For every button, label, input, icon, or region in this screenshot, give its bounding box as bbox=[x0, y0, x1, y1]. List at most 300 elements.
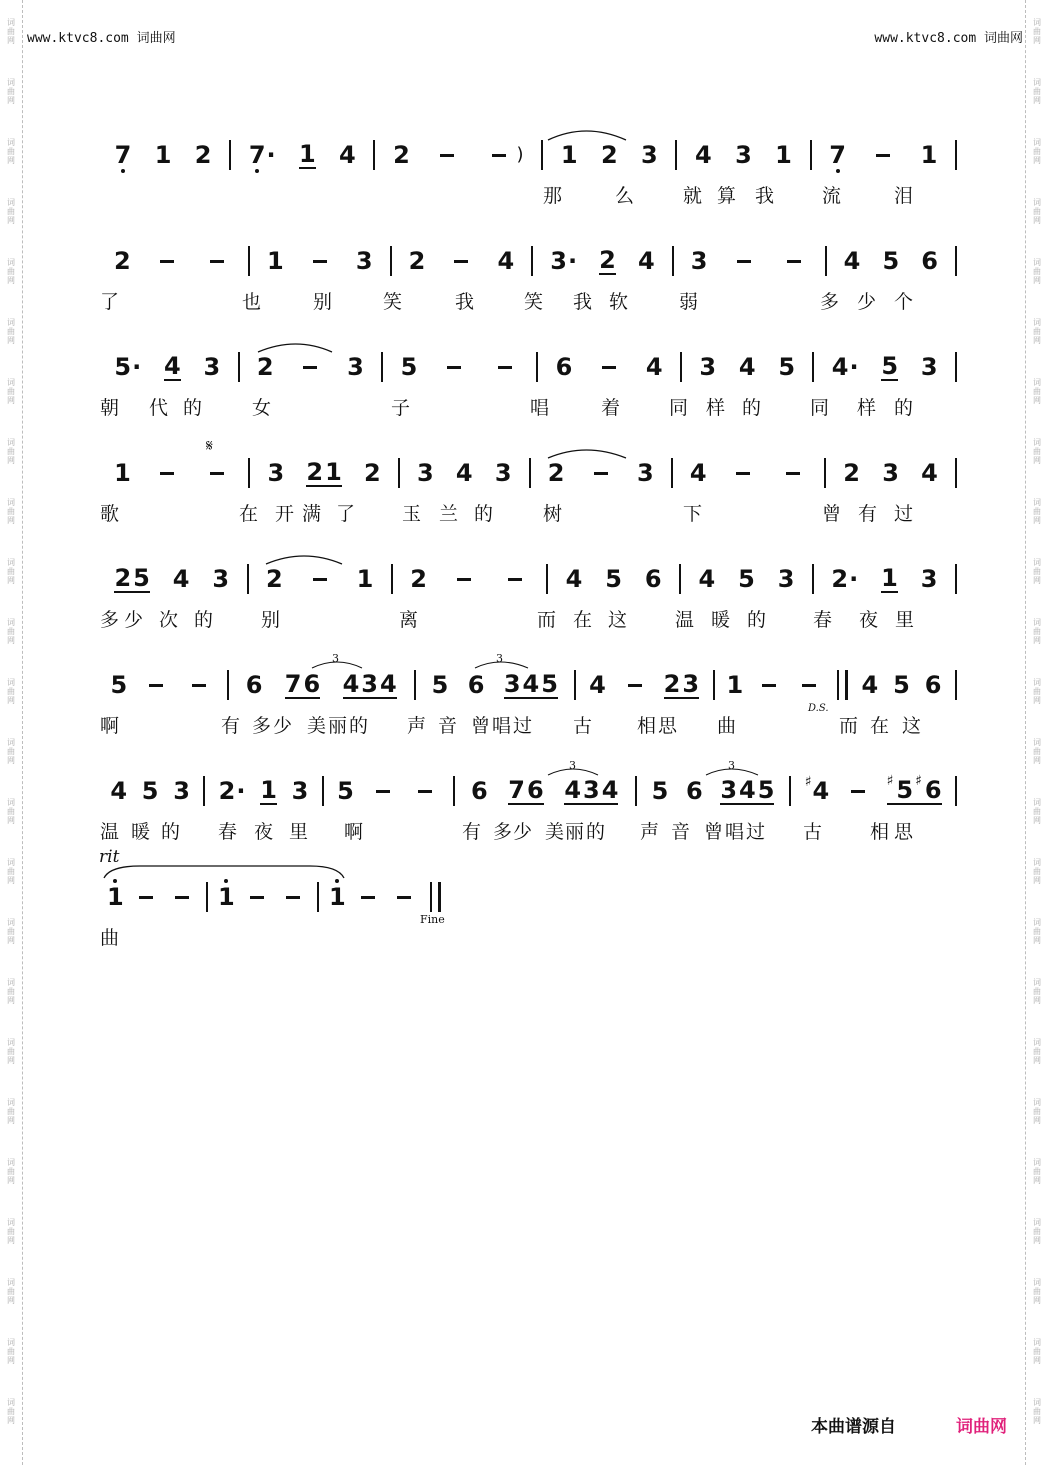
lyric: 少 bbox=[124, 609, 144, 631]
measure bbox=[383, 349, 536, 385]
rest-dash bbox=[730, 260, 758, 263]
measure bbox=[848, 667, 955, 703]
lyric: 这 bbox=[608, 609, 628, 631]
measure bbox=[400, 455, 529, 491]
note: 1 bbox=[560, 141, 578, 169]
note: 5 bbox=[400, 353, 418, 381]
measure bbox=[682, 349, 812, 385]
note: 2 · bbox=[218, 777, 246, 805]
note: 2 bbox=[266, 565, 283, 593]
note: 2 bbox=[843, 459, 860, 487]
staff-line-7 bbox=[97, 773, 957, 809]
watermark-text: 词 曲 网 bbox=[1033, 858, 1041, 885]
note: 3 bbox=[355, 247, 373, 275]
measure bbox=[531, 455, 671, 491]
watermark-text: 词 曲 网 bbox=[1033, 798, 1041, 825]
note: 4 bbox=[110, 777, 128, 805]
measure bbox=[827, 243, 955, 279]
lyric: 的 bbox=[194, 609, 214, 631]
watermark-text: 词 曲 网 bbox=[7, 438, 15, 465]
lyric: 玉 bbox=[402, 503, 422, 525]
note: 4 bbox=[455, 459, 473, 487]
note: 2 bbox=[256, 353, 274, 381]
note: ♯ 5 ♯ 6 bbox=[886, 773, 942, 804]
note: 1 bbox=[218, 883, 235, 911]
lyric: 夜 bbox=[254, 821, 274, 843]
note: 6 bbox=[644, 565, 662, 593]
footer-source-label: 本曲谱源自 bbox=[811, 1417, 896, 1437]
lyric: 啊 bbox=[344, 821, 364, 843]
watermark-text: 词 曲 网 bbox=[7, 1158, 15, 1185]
triplet-label: 3 bbox=[496, 652, 503, 665]
lyrics-line-4 bbox=[97, 499, 957, 525]
measure bbox=[826, 455, 955, 491]
rest-dash bbox=[203, 472, 231, 475]
lyric: 曾 bbox=[471, 715, 491, 737]
lyric: 唱 bbox=[725, 821, 745, 843]
note: 4 bbox=[339, 141, 356, 169]
note: 2 bbox=[600, 141, 618, 169]
lyric: 暖 bbox=[711, 609, 731, 631]
watermark-text: 词 曲 网 bbox=[1033, 558, 1041, 585]
lyric: 有 bbox=[858, 503, 878, 525]
lyric: 暖 bbox=[131, 821, 151, 843]
note: 4 bbox=[637, 247, 655, 275]
note: 5 bbox=[431, 671, 449, 699]
note: 4 · bbox=[831, 353, 859, 381]
measure bbox=[97, 667, 227, 703]
lyric: 弱 bbox=[679, 291, 699, 313]
lyric: 的 bbox=[161, 821, 181, 843]
note: 3 bbox=[690, 247, 708, 275]
lyric: 过 bbox=[746, 821, 766, 843]
lyric: 么 bbox=[615, 185, 635, 207]
lyric: 次 bbox=[159, 609, 179, 631]
rest-dash bbox=[491, 366, 519, 369]
watermark-text: 词 曲 网 bbox=[7, 78, 15, 105]
watermark-text: 词 曲 网 bbox=[1033, 738, 1041, 765]
lyric: 有 bbox=[221, 715, 241, 737]
lyric: 相 bbox=[870, 821, 890, 843]
note: 4 bbox=[843, 247, 861, 275]
bar-line bbox=[955, 458, 957, 488]
lyric: 我 bbox=[573, 291, 593, 313]
note: 3 · bbox=[550, 247, 578, 275]
lyric: 古 bbox=[573, 715, 593, 737]
note: 4 bbox=[921, 459, 938, 487]
lyric: 个 bbox=[894, 291, 914, 313]
note: 4 bbox=[589, 671, 606, 699]
measure bbox=[814, 561, 955, 597]
note: 5 bbox=[882, 247, 900, 275]
lyric: 少 bbox=[273, 715, 293, 737]
lyric: 少 bbox=[513, 821, 533, 843]
lyrics-line-6 bbox=[97, 711, 957, 737]
lyric: 曾 bbox=[822, 503, 842, 525]
measure bbox=[97, 349, 238, 385]
watermark-text: 词 曲 网 bbox=[7, 618, 15, 645]
measure bbox=[250, 455, 398, 491]
rest-dash bbox=[390, 896, 418, 899]
measure bbox=[673, 455, 824, 491]
watermark-text: 词 曲 网 bbox=[7, 1278, 15, 1305]
measure bbox=[548, 561, 679, 597]
note: 7 · bbox=[248, 141, 276, 169]
lyric: 在 bbox=[239, 503, 259, 525]
note: 2 bbox=[364, 459, 381, 487]
rest-dash bbox=[779, 472, 807, 475]
watermark-text: 词 曲 网 bbox=[7, 1038, 15, 1065]
lyric: 多 bbox=[252, 715, 272, 737]
note: 1 bbox=[260, 776, 277, 804]
lyric: 子 bbox=[391, 397, 411, 419]
note: 2 1 bbox=[306, 458, 342, 486]
measure bbox=[240, 349, 382, 385]
staff-line-2 bbox=[97, 243, 957, 279]
note: 3 bbox=[291, 777, 309, 805]
note: 1 bbox=[154, 141, 172, 169]
bar-line bbox=[955, 352, 957, 382]
note: 6 bbox=[467, 671, 485, 699]
lyric: 啊 bbox=[100, 715, 120, 737]
lyric: 的 bbox=[747, 609, 767, 631]
rest-dash bbox=[296, 366, 324, 369]
watermark-text: 词 曲 网 bbox=[7, 738, 15, 765]
measure bbox=[791, 773, 955, 809]
lyric: 曲 bbox=[717, 715, 737, 737]
rest-dash bbox=[153, 472, 181, 475]
rest-dash bbox=[185, 684, 213, 687]
note: 5 bbox=[881, 352, 899, 380]
note: 2 bbox=[114, 247, 131, 275]
note: 1 bbox=[356, 565, 374, 593]
watermark-text: 词 曲 网 bbox=[7, 1398, 15, 1425]
note: 4 bbox=[645, 353, 663, 381]
note: 3 bbox=[267, 459, 285, 487]
lyric: 春 bbox=[813, 609, 833, 631]
lyric: 声 bbox=[407, 715, 427, 737]
rest-dash bbox=[501, 578, 529, 581]
lyric: 了 bbox=[100, 291, 120, 313]
measure bbox=[455, 773, 635, 809]
lyric: 的 bbox=[474, 503, 494, 525]
note: 3 bbox=[920, 353, 938, 381]
lyric: 的 bbox=[586, 821, 606, 843]
tie bbox=[104, 866, 344, 878]
bar-line bbox=[955, 564, 957, 594]
rest-dash bbox=[844, 790, 872, 793]
watermark-text: 词 曲 网 bbox=[7, 558, 15, 585]
measure bbox=[229, 667, 414, 703]
rest-dash bbox=[795, 684, 823, 687]
measure bbox=[533, 243, 671, 279]
note: 7 bbox=[114, 141, 132, 169]
note: 6 bbox=[924, 671, 942, 699]
watermark-text: 词 曲 网 bbox=[7, 18, 15, 45]
watermark-text: 词 曲 网 bbox=[7, 138, 15, 165]
rest-dash bbox=[168, 896, 196, 899]
lyric: 流 bbox=[822, 185, 842, 207]
measure bbox=[324, 773, 453, 809]
lyric: 有 bbox=[462, 821, 482, 843]
measure bbox=[677, 137, 809, 173]
measure bbox=[249, 561, 391, 597]
lyric: 泪 bbox=[894, 185, 914, 207]
rest-dash bbox=[306, 578, 334, 581]
lyric: 也 bbox=[242, 291, 262, 313]
lyric: 丽 bbox=[328, 715, 348, 737]
note: 4 bbox=[689, 459, 707, 487]
note: 6 bbox=[245, 671, 263, 699]
rest-dash bbox=[306, 260, 334, 263]
note: 1 bbox=[920, 141, 938, 169]
watermark-text: 词 曲 网 bbox=[7, 798, 15, 825]
measure bbox=[97, 773, 203, 809]
rest-dash bbox=[595, 366, 623, 369]
lyric: 那 bbox=[543, 185, 563, 207]
lyrics-line-5 bbox=[97, 605, 957, 631]
note: 5 bbox=[893, 671, 910, 699]
watermark-text: 词 曲 网 bbox=[1033, 258, 1041, 285]
lyric: 音 bbox=[438, 715, 458, 737]
lyric: 样 bbox=[857, 397, 877, 419]
footer-brand[interactable]: 词曲网 bbox=[956, 1417, 1007, 1437]
note: 3 bbox=[636, 459, 654, 487]
lyric: 树 bbox=[543, 503, 563, 525]
watermark-text: 词 曲 网 bbox=[7, 858, 15, 885]
note: 1 bbox=[726, 671, 744, 699]
note: 4 bbox=[738, 353, 756, 381]
lyric: 别 bbox=[313, 291, 333, 313]
lyric: 温 bbox=[100, 821, 120, 843]
lyric: 我 bbox=[755, 185, 775, 207]
rest-dash bbox=[243, 896, 271, 899]
triplet-label: 3 bbox=[728, 759, 735, 772]
note: 5 · bbox=[114, 353, 142, 381]
rest-dash bbox=[142, 684, 170, 687]
watermark-text: 词 曲 网 bbox=[1033, 18, 1041, 45]
lyric: 曾 bbox=[704, 821, 724, 843]
note: 5 bbox=[778, 353, 796, 381]
note: 4 bbox=[172, 565, 190, 593]
watermark-text: 词 曲 网 bbox=[1033, 678, 1041, 705]
lyric: 兰 bbox=[439, 503, 459, 525]
right-watermark-strip bbox=[1025, 0, 1050, 1465]
lyric: 的 bbox=[894, 397, 914, 419]
staff-line-3 bbox=[97, 349, 957, 385]
rest-dash bbox=[450, 578, 478, 581]
note: 2 bbox=[547, 459, 565, 487]
note: 7 bbox=[829, 141, 846, 169]
lyric: 我 bbox=[455, 291, 475, 313]
note: 1 bbox=[775, 141, 792, 169]
note: 3 bbox=[882, 459, 899, 487]
note: 3 bbox=[494, 459, 512, 487]
note: 4 bbox=[698, 565, 716, 593]
measure bbox=[97, 561, 247, 597]
ds-mark: D.S. bbox=[808, 703, 829, 714]
note: 4 3 4 bbox=[564, 776, 619, 804]
note: 2 · bbox=[831, 565, 859, 593]
triplet-label: 3 bbox=[569, 759, 576, 772]
rest-dash bbox=[411, 790, 439, 793]
lyric: 过 bbox=[894, 503, 914, 525]
lyric: 在 bbox=[870, 715, 890, 737]
lyric: 朝 bbox=[100, 397, 120, 419]
lyric: 离 bbox=[399, 609, 419, 631]
note: 3 bbox=[920, 565, 938, 593]
watermark-text: 词 曲 网 bbox=[1033, 138, 1041, 165]
lyric: 春 bbox=[218, 821, 238, 843]
lyric: 笑 bbox=[524, 291, 544, 313]
lyrics-line-8 bbox=[97, 923, 957, 949]
lyrics-line-2 bbox=[97, 287, 957, 313]
note: 2 bbox=[410, 565, 427, 593]
lyric: 多 bbox=[820, 291, 840, 313]
watermark-text: 词 曲 网 bbox=[1033, 78, 1041, 105]
watermark-text: 词 曲 网 bbox=[7, 318, 15, 345]
measure bbox=[812, 137, 955, 173]
note: 1 bbox=[114, 459, 131, 487]
lyric: 多 bbox=[100, 609, 120, 631]
measure bbox=[205, 773, 321, 809]
lyric: 了 bbox=[336, 503, 356, 525]
lyric: 美 bbox=[545, 821, 565, 843]
lyric: 音 bbox=[671, 821, 691, 843]
measure bbox=[97, 455, 248, 491]
note: 3 bbox=[203, 353, 221, 381]
note: 3 bbox=[173, 777, 190, 805]
rest-dash bbox=[729, 472, 757, 475]
lyric: 歌 bbox=[100, 503, 120, 525]
watermark-text: 词 曲 网 bbox=[7, 678, 15, 705]
note: 4 bbox=[565, 565, 583, 593]
lyric: 同 bbox=[669, 397, 689, 419]
note: 3 bbox=[640, 141, 658, 169]
lyric: 多 bbox=[493, 821, 513, 843]
lyric: 温 bbox=[675, 609, 695, 631]
watermark-text: 词 曲 网 bbox=[1033, 1098, 1041, 1125]
watermark-text: 词 曲 网 bbox=[1033, 198, 1041, 225]
note: 3 bbox=[699, 353, 717, 381]
fine-mark: Fine bbox=[420, 913, 445, 926]
watermark-text: 词 曲 网 bbox=[1033, 918, 1041, 945]
measure bbox=[393, 561, 546, 597]
lyric: 的 bbox=[742, 397, 762, 419]
rest-dash bbox=[780, 260, 808, 263]
lyric: 别 bbox=[261, 609, 281, 631]
lyric: 思 bbox=[894, 821, 914, 843]
note: 7 6 bbox=[284, 670, 321, 698]
segno-icon: 𝄋 bbox=[206, 436, 213, 455]
lyric: 就 bbox=[683, 185, 703, 207]
rest-dash bbox=[621, 684, 649, 687]
header-right-site: www.ktvc8.com 词曲网 bbox=[874, 31, 1023, 46]
staff-line-1 bbox=[97, 137, 957, 173]
lyric: 同 bbox=[810, 397, 830, 419]
lyric: 女 bbox=[252, 397, 272, 419]
lyric: 算 bbox=[717, 185, 737, 207]
note: 3 4 5 bbox=[720, 776, 775, 804]
rest-dash bbox=[153, 260, 181, 263]
lyric: 这 bbox=[902, 715, 922, 737]
note: 6 bbox=[555, 353, 573, 381]
rest-dash bbox=[869, 154, 897, 157]
lyric: 而 bbox=[839, 715, 859, 737]
lyric: 软 bbox=[609, 291, 629, 313]
watermark-text: 词 曲 网 bbox=[1033, 1338, 1041, 1365]
watermark-text: 词 曲 网 bbox=[7, 1338, 15, 1365]
lyrics-line-1 bbox=[97, 181, 957, 207]
watermark-text: 词 曲 网 bbox=[1033, 1218, 1041, 1245]
measure bbox=[674, 243, 825, 279]
measure bbox=[319, 879, 428, 915]
note: 2 bbox=[408, 247, 426, 275]
note: 6 bbox=[921, 247, 938, 275]
lyric: 代 bbox=[149, 397, 169, 419]
rest-dash bbox=[279, 896, 307, 899]
watermark-text: 词 曲 网 bbox=[1033, 378, 1041, 405]
lyric: 里 bbox=[895, 609, 915, 631]
lyric: 过 bbox=[513, 715, 533, 737]
note: 1 bbox=[299, 140, 316, 168]
lyrics-line-7 bbox=[97, 817, 957, 843]
note: 7 6 bbox=[508, 776, 544, 804]
rest-dash bbox=[433, 154, 461, 157]
rest-dash bbox=[587, 472, 615, 475]
final-bar-line bbox=[430, 882, 441, 912]
staff-line-6 bbox=[97, 667, 957, 703]
measure bbox=[543, 137, 675, 173]
watermark-text: 词 曲 网 bbox=[7, 498, 15, 525]
note: 3 bbox=[212, 565, 230, 593]
note: 6 bbox=[685, 777, 703, 805]
bar-line bbox=[955, 140, 957, 170]
watermark-text: 词 曲 网 bbox=[7, 918, 15, 945]
lyric: 的 bbox=[349, 715, 369, 737]
watermark-text: 词 曲 网 bbox=[1033, 498, 1041, 525]
watermark-text: 词 曲 网 bbox=[1033, 318, 1041, 345]
staff-line-4 bbox=[97, 455, 957, 491]
watermark-text: 词 曲 网 bbox=[7, 1098, 15, 1125]
double-bar-line bbox=[837, 670, 848, 700]
rest-dash bbox=[203, 260, 231, 263]
note: 2 3 bbox=[663, 670, 700, 698]
note: 3 bbox=[777, 565, 795, 593]
note: 5 bbox=[651, 777, 669, 805]
lyric: 唱 bbox=[492, 715, 512, 737]
measure bbox=[375, 137, 541, 173]
measure bbox=[416, 667, 574, 703]
rest-dash: ) bbox=[485, 140, 524, 170]
measure bbox=[97, 879, 206, 915]
note: 1 bbox=[881, 564, 898, 592]
lyric: 夜 bbox=[859, 609, 879, 631]
rest-dash bbox=[354, 896, 382, 899]
note: 5 bbox=[337, 777, 354, 805]
measure bbox=[715, 667, 836, 703]
note: 4 bbox=[861, 671, 879, 699]
header-left-site: www.ktvc8.com 词曲网 bbox=[27, 31, 176, 46]
note: 1 bbox=[329, 883, 346, 911]
note: 4 bbox=[497, 247, 515, 275]
watermark-text: 词 曲 网 bbox=[7, 198, 15, 225]
lyric: 在 bbox=[573, 609, 593, 631]
lyric: 里 bbox=[289, 821, 309, 843]
watermark-text: 词 曲 网 bbox=[1033, 1278, 1041, 1305]
note: 5 bbox=[605, 565, 622, 593]
note: 1 bbox=[266, 247, 284, 275]
